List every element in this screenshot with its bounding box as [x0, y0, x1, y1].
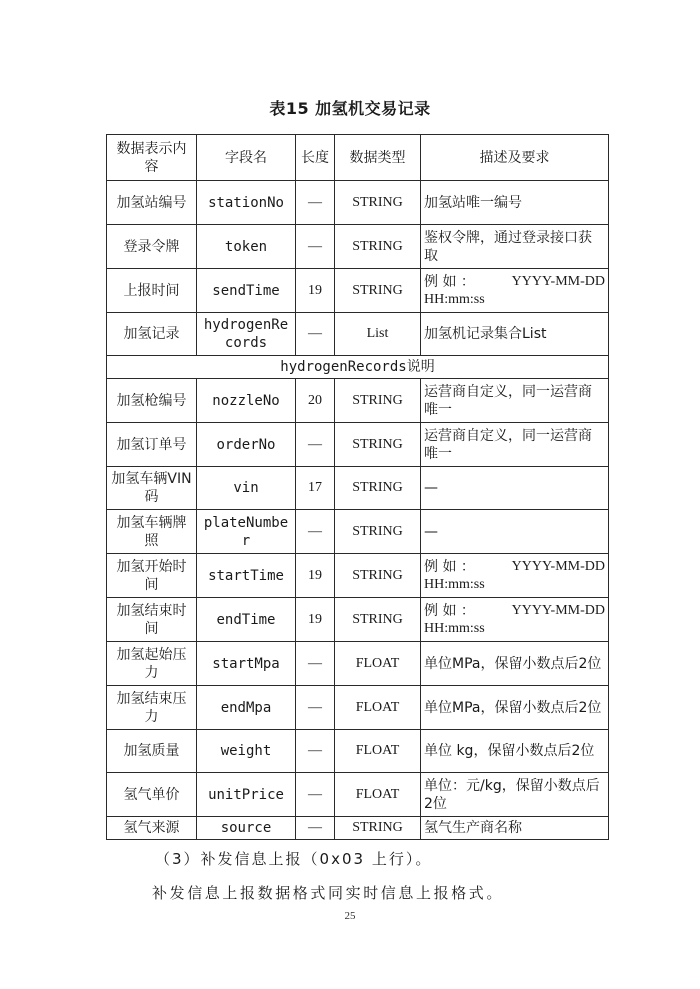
- cell-field: sendTime: [197, 269, 296, 313]
- body-paragraph: 补发信息上报数据格式同实时信息上报格式。: [152, 884, 505, 902]
- header-length: 长度: [296, 135, 335, 181]
- cell-type: FLOAT: [335, 730, 421, 773]
- cell-field: endTime: [197, 598, 296, 642]
- cell-name: 加氢站编号: [107, 181, 197, 225]
- table-row: [107, 467, 609, 510]
- cell-name: 加氢记录: [107, 313, 197, 356]
- cell-desc: 鉴权令牌，通过登录接口获取: [421, 225, 609, 269]
- cell-desc: 加氢站唯一编号: [421, 181, 609, 225]
- cell-length: 19: [296, 554, 335, 598]
- cell-length: —: [296, 181, 335, 225]
- cell-desc: —: [421, 510, 609, 554]
- cell-type: STRING: [335, 423, 421, 467]
- cell-desc: 单位MPa，保留小数点后2位: [421, 642, 609, 686]
- cell-type: STRING: [335, 467, 421, 510]
- cell-type: List: [335, 313, 421, 356]
- table-row: [107, 181, 609, 225]
- cell-length: —: [296, 225, 335, 269]
- table-row: [107, 423, 609, 467]
- header-desc: 描述及要求: [421, 135, 609, 181]
- table-caption: 表15 加氢机交易记录: [269, 99, 431, 118]
- cell-name: 加氢枪编号: [107, 379, 197, 423]
- cell-field: plateNumber: [197, 510, 296, 554]
- cell-field: startMpa: [197, 642, 296, 686]
- cell-length: —: [296, 730, 335, 773]
- cell-field: orderNo: [197, 423, 296, 467]
- table-row: [107, 598, 609, 642]
- header-type: 数据类型: [335, 135, 421, 181]
- desc-prefix: 例 如 ：: [424, 558, 475, 575]
- cell-desc: —: [421, 467, 609, 510]
- cell-name: 登录令牌: [107, 225, 197, 269]
- cell-desc: 单位MPa，保留小数点后2位: [421, 686, 609, 730]
- table-row: [107, 269, 609, 313]
- hydrogen-transaction-table: [106, 134, 609, 840]
- cell-type: STRING: [335, 181, 421, 225]
- cell-type: STRING: [335, 379, 421, 423]
- cell-length: —: [296, 313, 335, 356]
- cell-type: STRING: [335, 554, 421, 598]
- cell-length: 19: [296, 598, 335, 642]
- cell-type: FLOAT: [335, 642, 421, 686]
- desc-date-format: YYYY-MM-DD: [511, 273, 605, 289]
- cell-name: 上报时间: [107, 269, 197, 313]
- cell-name: 加氢质量: [107, 730, 197, 773]
- cell-desc: [421, 269, 609, 313]
- cell-field: startTime: [197, 554, 296, 598]
- cell-field: stationNo: [197, 181, 296, 225]
- table-row: [107, 379, 609, 423]
- cell-name: 氢气来源: [107, 817, 197, 840]
- cell-name: 加氢车辆牌照: [107, 510, 197, 554]
- section-heading: （3）补发信息上报（0x03 上行）。: [155, 850, 433, 868]
- cell-desc: [421, 554, 609, 598]
- desc-prefix: 例 如 ：: [424, 602, 475, 619]
- cell-type: STRING: [335, 510, 421, 554]
- desc-date-format: YYYY-MM-DD: [511, 558, 605, 574]
- cell-field: endMpa: [197, 686, 296, 730]
- cell-field: vin: [197, 467, 296, 510]
- desc-date-format: YYYY-MM-DD: [511, 602, 605, 618]
- cell-type: STRING: [335, 225, 421, 269]
- table-row: [107, 730, 609, 773]
- cell-name: 加氢结束压力: [107, 686, 197, 730]
- table-row: [107, 510, 609, 554]
- cell-type: FLOAT: [335, 686, 421, 730]
- cell-length: —: [296, 510, 335, 554]
- cell-name: 氢气单价: [107, 773, 197, 817]
- desc-time-format: HH:mm:ss: [424, 620, 485, 636]
- cell-length: —: [296, 423, 335, 467]
- cell-field: token: [197, 225, 296, 269]
- cell-length: 19: [296, 269, 335, 313]
- table-row: [107, 313, 609, 356]
- header-content: 数据表示内容: [107, 135, 197, 181]
- header-field: 字段名: [197, 135, 296, 181]
- cell-name: 加氢车辆VIN码: [107, 467, 197, 510]
- cell-type: STRING: [335, 598, 421, 642]
- cell-field: nozzleNo: [197, 379, 296, 423]
- cell-type: STRING: [335, 269, 421, 313]
- table-header-row: [107, 135, 609, 181]
- cell-field: unitPrice: [197, 773, 296, 817]
- table-row: [107, 642, 609, 686]
- cell-desc: 运营商自定义，同一运营商唯一: [421, 379, 609, 423]
- desc-time-format: HH:mm:ss: [424, 576, 485, 592]
- cell-length: —: [296, 686, 335, 730]
- cell-length: 20: [296, 379, 335, 423]
- cell-desc: [421, 598, 609, 642]
- cell-desc: 加氢机记录集合List: [421, 313, 609, 356]
- cell-desc: 单位：元/kg，保留小数点后2位: [421, 773, 609, 817]
- table-row: [107, 554, 609, 598]
- table-row: [107, 773, 609, 817]
- cell-desc: 氢气生产商名称: [421, 817, 609, 840]
- desc-time-format: HH:mm:ss: [424, 291, 485, 307]
- desc-prefix: 例 如 ：: [424, 273, 475, 290]
- cell-type: STRING: [335, 817, 421, 840]
- cell-field: hydrogenRecords: [197, 313, 296, 356]
- cell-field: source: [197, 817, 296, 840]
- cell-name: 加氢结束时间: [107, 598, 197, 642]
- cell-length: —: [296, 642, 335, 686]
- cell-length: —: [296, 773, 335, 817]
- cell-desc: 单位 kg，保留小数点后2位: [421, 730, 609, 773]
- table-row: [107, 225, 609, 269]
- cell-name: 加氢订单号: [107, 423, 197, 467]
- cell-length: 17: [296, 467, 335, 510]
- table-row: [107, 686, 609, 730]
- page-number: 25: [344, 910, 356, 922]
- cell-field: weight: [197, 730, 296, 773]
- cell-name: 加氢起始压力: [107, 642, 197, 686]
- cell-name: 加氢开始时间: [107, 554, 197, 598]
- cell-desc: 运营商自定义，同一运营商唯一: [421, 423, 609, 467]
- cell-type: FLOAT: [335, 773, 421, 817]
- table-row: [107, 817, 609, 840]
- section-row: [107, 356, 609, 379]
- cell-length: —: [296, 817, 335, 840]
- section-label: hydrogenRecords说明: [107, 356, 609, 379]
